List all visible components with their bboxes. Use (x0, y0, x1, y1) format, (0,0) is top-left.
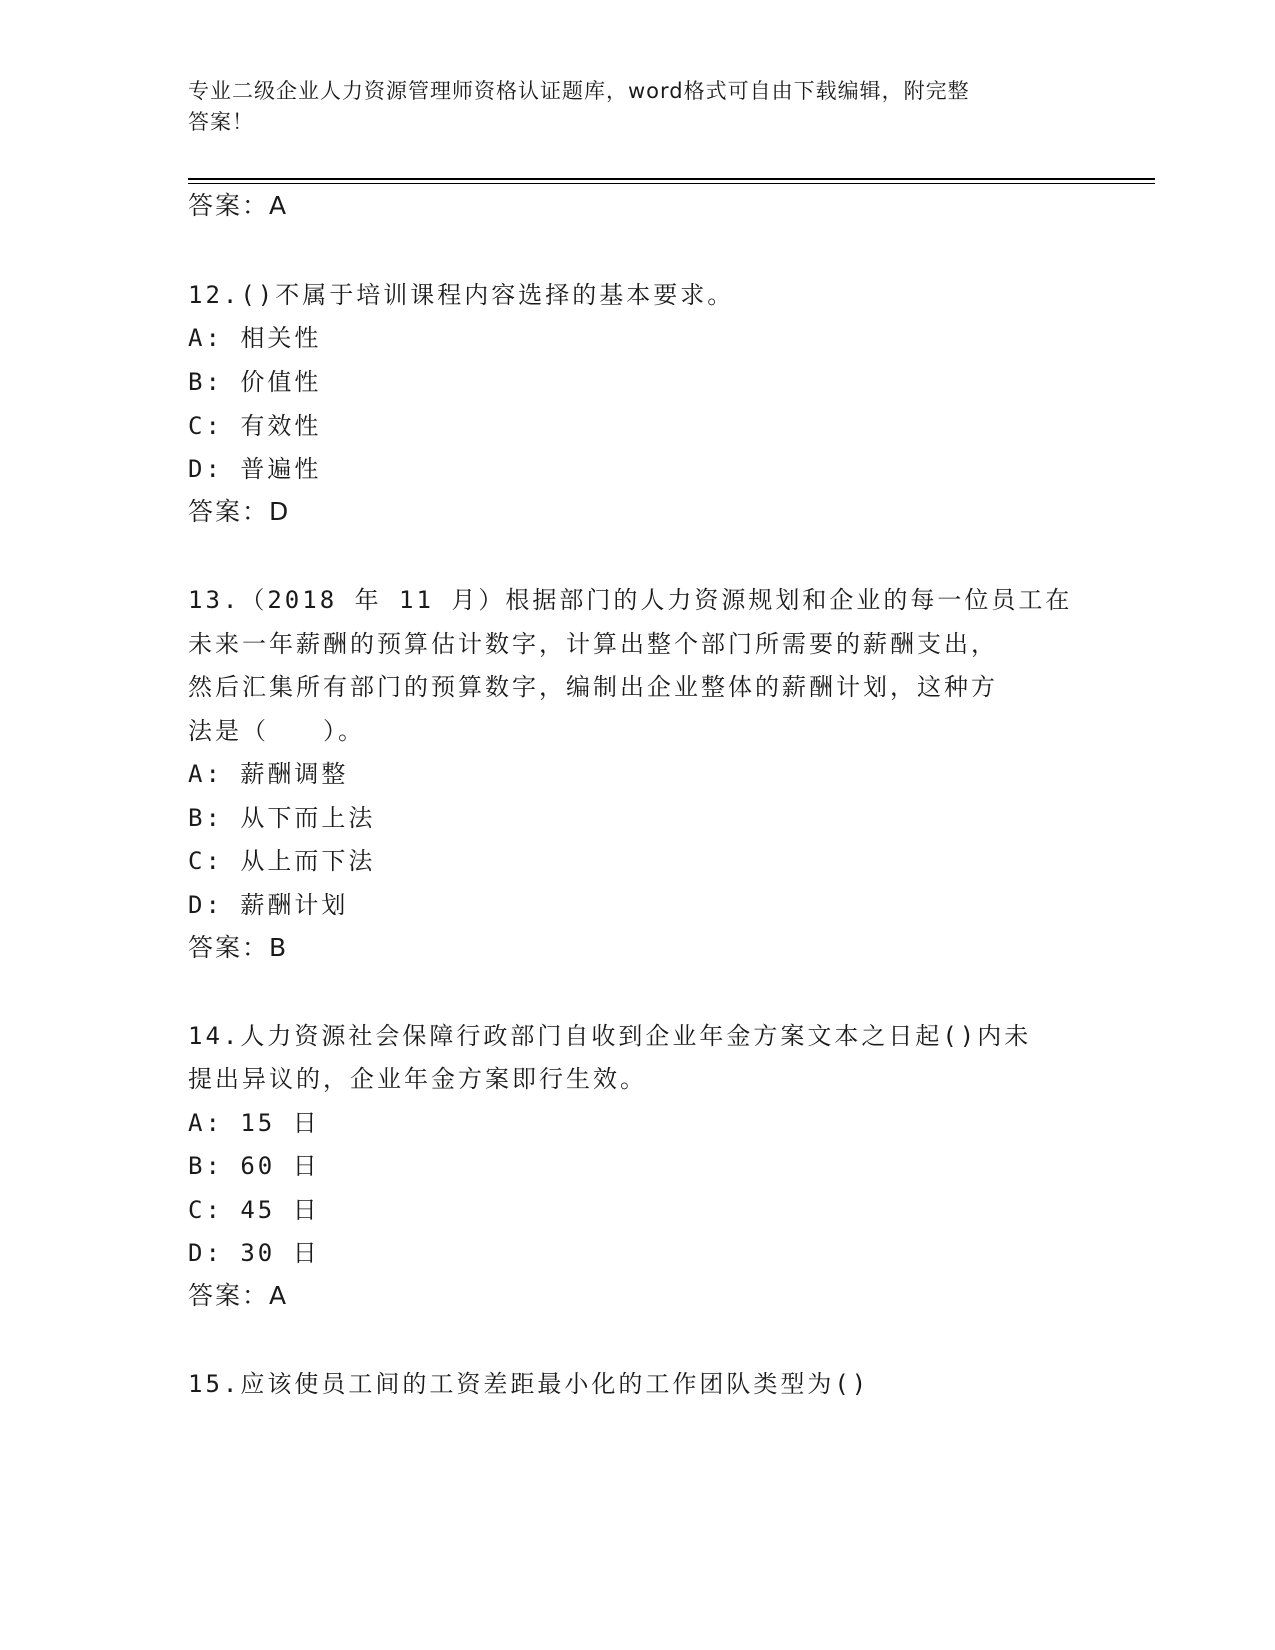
q13-stem-line-3: 然后汇集所有部门的预算数字，编制出企业整体的薪酬计划，这种方 (188, 673, 998, 701)
q14-option-a: A: 15 日 (188, 1109, 320, 1137)
q12-option-b: B: 价值性 (188, 368, 322, 396)
header-line-2: 答案！ (188, 110, 254, 134)
q13-option-d: D: 薪酬计划 (188, 891, 349, 919)
q14-option-b: B: 60 日 (188, 1152, 320, 1180)
q12-option-a: A: 相关性 (188, 324, 322, 352)
q13-stem-line-4: 法是（ ）。 (188, 717, 365, 745)
q12-option-c: C: 有效性 (188, 412, 322, 440)
q13-stem-line-1: 13.（2018 年 11 月）根据部门的人力资源规划和企业的每一位员工在 (188, 586, 1073, 614)
q13-option-c: C: 从上而下法 (188, 847, 376, 875)
q14-option-d: D: 30 日 (188, 1239, 320, 1267)
q13-answer: 答案：B (188, 933, 289, 962)
q12-answer: 答案：D (188, 497, 291, 526)
q14-stem-line-2: 提出异议的，企业年金方案即行生效。 (188, 1065, 647, 1093)
q13-stem-line-2: 未来一年薪酬的预算估计数字，计算出整个部门所需要的薪酬支出， (188, 630, 998, 658)
header-line-1: 专业二级企业人力资源管理师资格认证题库，word格式可自由下载编辑，附完整 (188, 79, 970, 103)
q12-option-d: D: 普遍性 (188, 455, 322, 483)
q14-stem-line-1: 14.人力资源社会保障行政部门自收到企业年金方案文本之日起()内未 (188, 1022, 1032, 1050)
q13-option-b: B: 从下而上法 (188, 804, 376, 832)
header-divider-thick (188, 178, 1155, 180)
q14-option-c: C: 45 日 (188, 1196, 320, 1224)
q12-stem: 12.()不属于培训课程内容选择的基本要求。 (188, 281, 735, 309)
q13-option-a: A: 薪酬调整 (188, 760, 349, 788)
q15-stem: 15.应该使员工间的工资差距最小化的工作团队类型为() (188, 1370, 870, 1398)
previous-answer: 答案：A (188, 191, 289, 220)
header-divider-thin (188, 183, 1155, 184)
q14-answer: 答案：A (188, 1281, 289, 1310)
document-header (188, 76, 1088, 138)
